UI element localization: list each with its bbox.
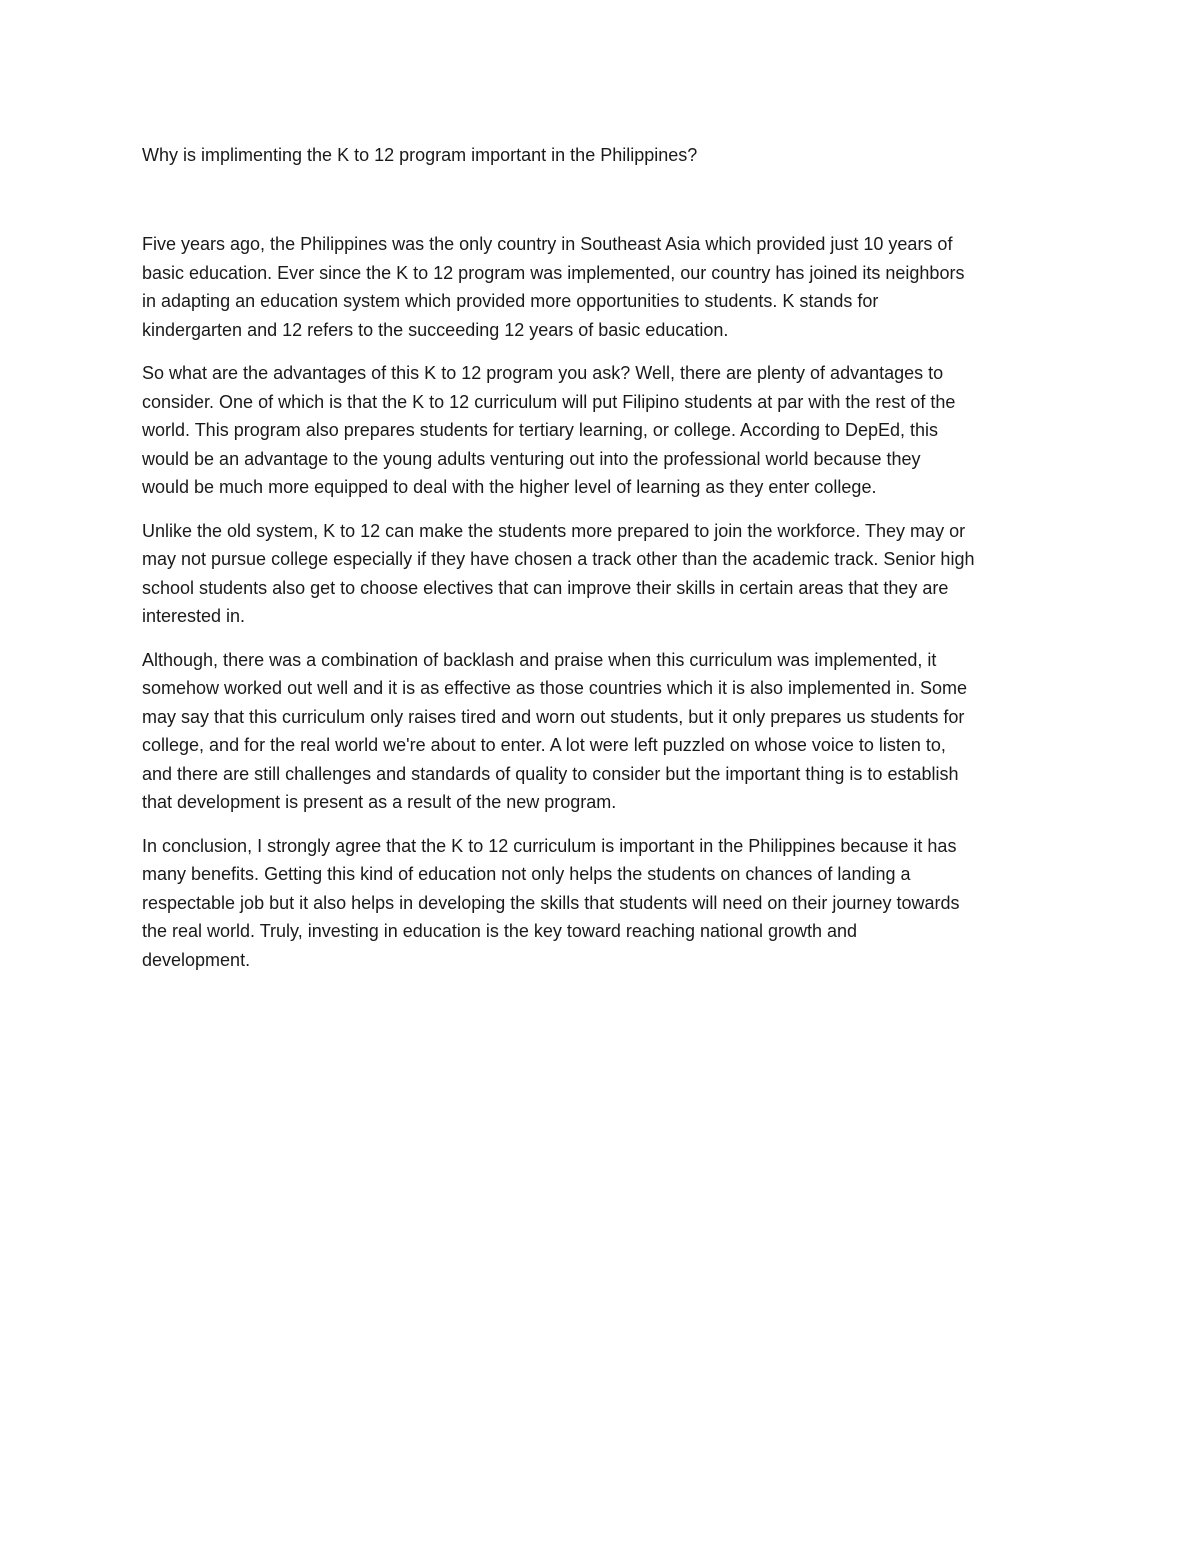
paragraph-line: interested in. (142, 606, 246, 626)
paragraph-2 (142, 359, 1062, 502)
paragraph-line: may say that this curriculum only raises tired and worn out students, but it only prepares us students for (142, 706, 965, 727)
paragraph-line: many benefits. Getting this kind of education not only helps the students on chances of landing a (142, 864, 911, 884)
spacer (142, 817, 1062, 832)
spacer (142, 502, 1062, 517)
paragraph-line: may not pursue college especially if they have chosen a track other than the academic track. Senior high (142, 549, 975, 569)
paragraph-4 (142, 646, 1062, 817)
paragraph-line: So what are the advantages of this K to 12 program you ask? Well, there are plenty of advantages to (142, 363, 944, 383)
paragraph-line: would be an advantage to the young adults venturing out into the professional world because they (142, 448, 921, 469)
paragraph-line: the real world. Truly, investing in education is the key toward reaching national growth and (142, 921, 858, 941)
paragraph-line: would be much more equipped to deal with the higher level of learning as they enter college. (142, 477, 877, 497)
paragraph-line: in adapting an education system which provided more opportunities to students. K stands for (142, 291, 879, 311)
document-body (142, 141, 1062, 974)
paragraph-5 (142, 832, 1062, 975)
paragraph-line: Unlike the old system, K to 12 can make the students more prepared to join the workforce. They may or (142, 520, 966, 541)
paragraph-3 (142, 517, 1062, 631)
paragraph-line: somehow worked out well and it is as effective as those countries which it is also implemented in. Some (142, 678, 968, 698)
paragraph-line: college, and for the real world we're about to enter. A lot were left puzzled on whose voice to listen to, (142, 735, 946, 755)
spacer (142, 169, 1062, 230)
paragraph-line: and there are still challenges and standards of quality to consider but the important thing is to establish (142, 763, 959, 784)
paragraph-line: respectable job but it also helps in developing the skills that students will need on their journey towards (142, 892, 960, 913)
paragraph-line: basic education. Ever since the K to 12 program was implemented, our country has joined its neighbors (142, 262, 965, 283)
paragraph-line: that development is present as a result of the new program. (142, 792, 617, 812)
paragraph-line: consider. One of which is that the K to 12 curriculum will put Filipino students at par with the rest of the (142, 391, 956, 412)
spacer (142, 631, 1062, 646)
paragraph-line: In conclusion, I strongly agree that the K to 12 curriculum is important in the Philippines because it has (142, 835, 957, 856)
paragraph-line: kindergarten and 12 refers to the succeeding 12 years of basic education. (142, 319, 729, 340)
paragraph-line: development. (142, 949, 251, 970)
paragraph-line: Five years ago, the Philippines was the only country in Southeast Asia which provided just 10 years of (142, 234, 953, 254)
paragraph-line: school students also get to choose electives that can improve their skills in certain areas that they are (142, 577, 949, 598)
paragraph-line: Although, there was a combination of backlash and praise when this curriculum was implemented, it (142, 649, 937, 670)
spacer (142, 344, 1062, 359)
essay-question: Why is implimenting the K to 12 program important in the Philippines? (142, 145, 698, 165)
paragraph-line: world. This program also prepares students for tertiary learning, or college. According to DepEd, this (142, 420, 939, 440)
paragraph-1 (142, 230, 1062, 344)
